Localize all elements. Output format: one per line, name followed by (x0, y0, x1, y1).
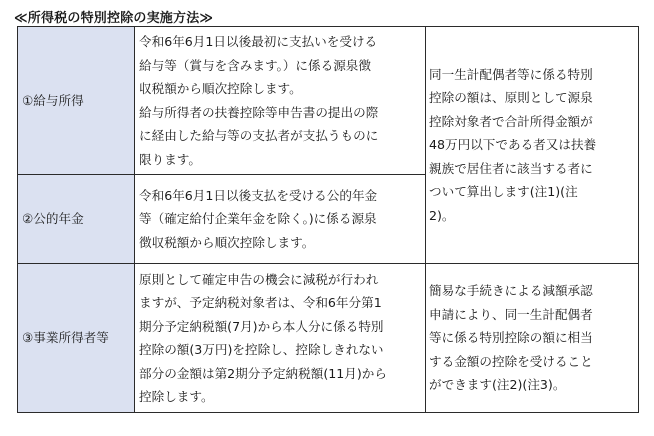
description-line: 部分の金額は第2期分予定納税額(11月)から (139, 365, 387, 381)
description-line: 給与等（賞与を含みます。）に係る源泉徴 (139, 57, 371, 73)
category-cell: ①給与所得 (18, 27, 135, 175)
description-line: 控除の額(3万円)を控除し、控除しきれない (139, 342, 384, 357)
note-line: 等に係る特別控除の額に相当 (429, 330, 593, 346)
note-line: 2)。 (429, 207, 455, 223)
business-note-cell (426, 264, 639, 413)
description-cell (135, 175, 426, 264)
note-line: ができます(注2)(注3)。 (429, 377, 566, 393)
description-line: 令和6年6月1日以後最初に支払いを受ける (139, 34, 378, 49)
note-line: 親族で居住者に該当する者に (429, 160, 593, 176)
note-line: する金額の控除を受けること (429, 353, 593, 369)
description-line: 令和6年6月1日以後支払を受ける公的年金 (139, 187, 378, 203)
description-line: 期分予定納税額(7月)から本人分に係る特別 (139, 318, 384, 334)
description-cell (135, 27, 426, 175)
shared-note-cell (426, 27, 639, 264)
note-line: 申請により、同一生計配偶者 (429, 306, 593, 322)
note-line: 簡易な手続きによる減額承認 (429, 283, 593, 299)
description-line: 等（確定給付企業年金を除く。)に係る源泉 (139, 211, 377, 227)
description-line: 徴収税額から順次控除します。 (139, 234, 315, 250)
table-row (18, 27, 639, 175)
page-title: ≪所得税の特別控除の実施方法≫ (14, 11, 214, 26)
description-line: 控除します。 (139, 389, 214, 404)
category-cell: ②公的年金 (18, 175, 135, 264)
table-row (18, 264, 639, 413)
note-line: 控除の額は、原則として源泉 (429, 90, 593, 106)
description-line: ますが、予定納税対象者は、令和6年分第1 (139, 295, 382, 310)
deduction-method-table (17, 26, 639, 413)
note-line: ついて算出します(注1)(注 (429, 184, 578, 200)
note-line: 控除対象者で合計所得金額が (429, 113, 593, 129)
description-cell (135, 264, 426, 413)
description-line: 原則として確定申告の機会に減税が行われ (139, 271, 379, 287)
description-line: に経由した給与等の支払者が支払うものに (139, 128, 379, 143)
description-line: 限ります。 (139, 151, 201, 167)
note-line: 同一生計配偶者等に係る特別 (429, 66, 593, 82)
category-cell: ③事業所得者等 (18, 264, 135, 413)
description-line: 給与所得者の扶養控除等申告書の提出の際 (139, 104, 379, 120)
note-line: 48万円以下である者又は扶養 (429, 137, 597, 153)
description-line: 収税額から順次控除します。 (139, 81, 302, 96)
